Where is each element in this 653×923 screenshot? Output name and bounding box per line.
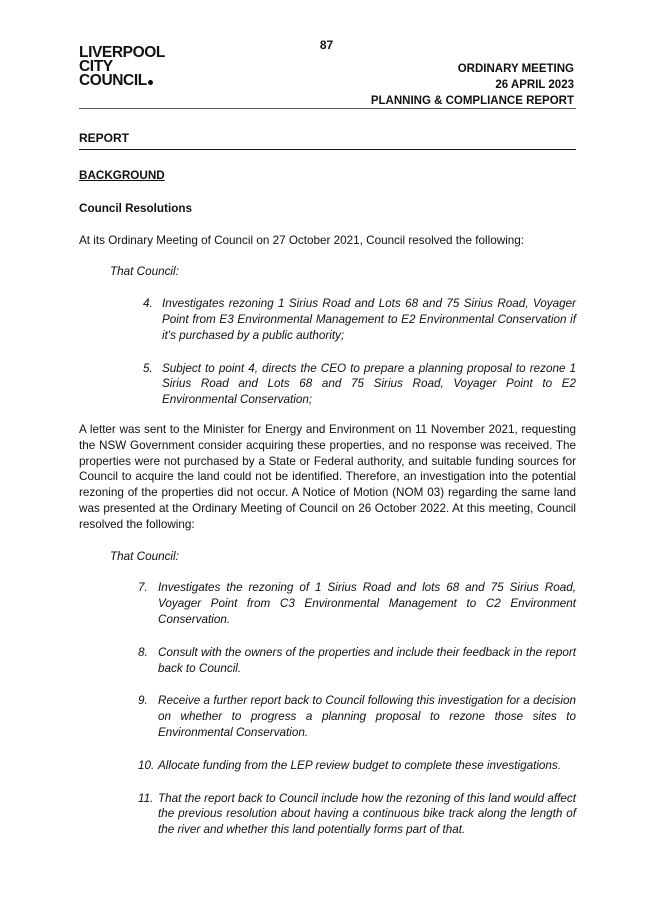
meeting-header [371,61,574,109]
that-council-label: That Council: [110,265,179,279]
list-item [79,361,576,408]
item-number: 9. [138,694,148,708]
list-item [79,758,576,774]
resolutions-2021-list [79,296,576,408]
item-number: 10. [138,758,155,772]
meeting-date: 26 APRIL 2023 [495,79,574,91]
list-item [79,645,576,677]
list-item [79,693,576,740]
item-text: Receive a further report back to Council following this investigation for a decision on whether to progress a planning proposal to rezone those sites to Environmental Conservation. [158,694,576,739]
item-text: Investigates the rezoning of 1 Sirius Road and lots 68 and 75 Sirius Road, Voyager Point from C3 Environmental Management to C2 Environment Conservation. [158,581,576,626]
item-text: Allocate funding from the LEP review budget to complete these investigations. [158,758,562,772]
page-number: 87 [319,38,334,52]
document-body [79,168,576,855]
resolutions-2022-list [79,580,576,838]
logo-line-3 [79,74,165,88]
that-council-label: That Council: [110,549,179,563]
background-heading: BACKGROUND [79,169,165,182]
report-heading: REPORT [79,131,130,145]
item-number: 5. [143,361,153,375]
logo-line-1: LIVERPOOL [79,44,165,61]
logo-dot-icon [148,80,153,85]
list-item [79,580,576,627]
letter-paragraph: A letter was sent to the Minister for Energy and Environment on 11 November 2021, requesting the NSW Government consider acquiring these properties, and no response was received. The properties were not purchased by a State or Federal authority, and suitable funding sources for Council to acquire the land could not be identified. Therefore, an investigation into the potential rezoning of the properties did not occur. A Notice of Motion (NOM 03) regarding the same land was presented at the Ordinary Meeting of Council on 26 October 2022. At this meeting, Council resolved the following: [79,422,576,531]
item-number: 8. [138,645,148,659]
list-item [79,296,576,343]
meeting-type: ORDINARY MEETING [457,63,574,75]
report-divider [79,149,576,150]
item-text: Consult with the owners of the properties and include their feedback in the report back to Council. [158,645,576,675]
council-resolutions-heading: Council Resolutions [79,201,192,215]
intro-paragraph: At its Ordinary Meeting of Council on 27 October 2021, Council resolved the following: [79,233,525,247]
item-text: That the report back to Council include how the rezoning of this land would affect the previous resolution about having a continuous bike track along the length of the river and whether this land potentially forms part of that. [158,791,576,837]
item-number: 4. [143,297,153,311]
council-logo [79,46,165,88]
logo-line-2: CITY [79,58,113,75]
item-text: Investigates rezoning 1 Sirius Road and Lots 68 and 75 Sirius Road, Voyager Point from E3 Environmental Management to E2 Environmental Conservation if it's purchased by a public authority; [162,297,576,342]
header-divider [79,108,576,109]
item-number: 11. [138,791,154,805]
item-text: Subject to point 4, directs the CEO to prepare a planning proposal to rezone 1 Sirius Road and Lots 68 and 75 Sirius Road, Voyager Point to E2 Environmental Conservation; [162,361,576,407]
logo-line-3-text: COUNCIL [79,72,147,89]
item-number: 7. [138,581,148,595]
list-item [79,791,576,838]
report-type: PLANNING & COMPLIANCE REPORT [370,95,574,107]
